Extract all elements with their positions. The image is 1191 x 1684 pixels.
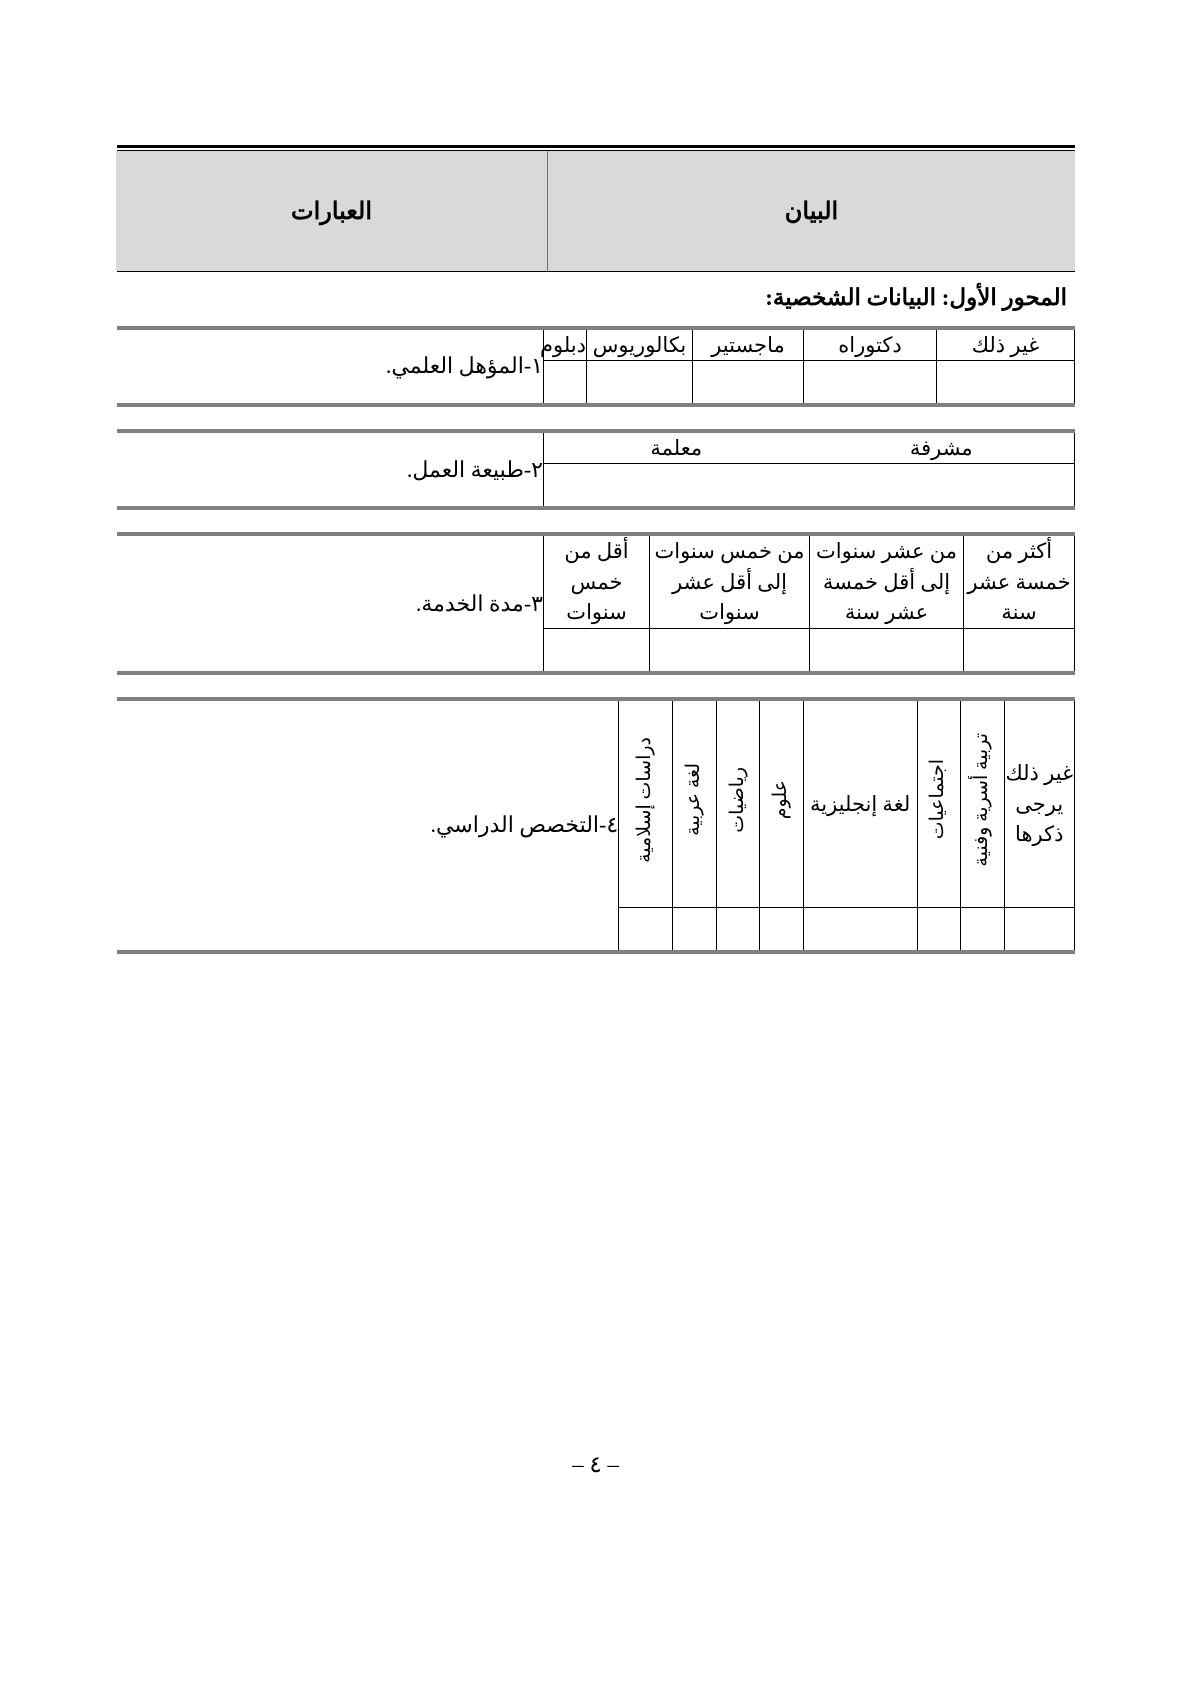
header-cell-statements: العبارات (116, 151, 548, 271)
q4-label: ٤-التخصص الدراسي. (430, 812, 619, 838)
q1-answer-5[interactable] (937, 361, 1075, 404)
q4-table (117, 701, 1075, 950)
q4-option-4 (760, 701, 803, 908)
q1-answer-2[interactable] (587, 361, 693, 404)
q1-bottom-rule (117, 403, 1075, 407)
q3-answer-1[interactable] (544, 628, 650, 671)
q3-answer-4[interactable] (964, 628, 1075, 671)
q2-option-1: معلمة (544, 433, 809, 464)
q1-option-3: ماجستير (693, 330, 804, 361)
q4-option-6 (917, 701, 960, 908)
q1-answer-3[interactable] (693, 361, 804, 404)
q4-option-8-text: غير ذلك يرجى ذكرها (1005, 761, 1074, 846)
q4-option-8 (1004, 701, 1074, 908)
q2-option-2: مشرفة (809, 433, 1075, 464)
q3-option-1: أقل من خمس سنوات (544, 536, 650, 628)
q4-answer-1[interactable] (619, 907, 673, 950)
q4-option-4-text: علوم (769, 779, 791, 820)
q2-bottom-rule (117, 506, 1075, 510)
question-block-4 (117, 697, 1075, 954)
q4-option-3 (716, 701, 759, 908)
header-table (116, 151, 1075, 271)
q3-option-4: أكثر من خمسة عشر سنة (964, 536, 1075, 628)
q1-option-1: دبلوم (544, 330, 587, 361)
q3-label: ٣-مدة الخدمة. (415, 590, 543, 616)
q2-answer-2[interactable] (809, 464, 1075, 507)
header-row (116, 151, 1075, 271)
q4-option-row (117, 701, 1075, 908)
question-block-1 (117, 326, 1075, 407)
q1-answer-4[interactable] (804, 361, 937, 404)
question-block-2 (117, 429, 1075, 510)
q4-answer-4[interactable] (760, 907, 803, 950)
q4-answer-2[interactable] (673, 907, 716, 950)
q4-option-1 (619, 701, 673, 908)
q2-label: ٢-طبيعة العمل. (406, 456, 543, 482)
q4-option-5-text: لغة إنجليزية (809, 791, 911, 816)
q4-answer-3[interactable] (716, 907, 759, 950)
q3-table (117, 536, 1076, 670)
q4-answer-8[interactable] (1004, 907, 1074, 950)
q4-answer-5[interactable] (803, 907, 917, 950)
q4-option-5 (803, 701, 917, 908)
q1-option-2: بكالوريوس (587, 330, 693, 361)
q1-table (117, 330, 1076, 403)
q4-answer-7[interactable] (961, 907, 1004, 950)
q1-option-5: غير ذلك (937, 330, 1075, 361)
q4-option-7 (961, 701, 1004, 908)
q3-option-2: من خمس سنوات إلى أقل عشر سنوات (650, 536, 810, 628)
q4-option-3-text: رياضيات (726, 766, 748, 833)
q1-option-row (117, 330, 1075, 361)
section-title: المحور الأول: البيانات الشخصية: (765, 285, 1067, 310)
q2-answer-1[interactable] (544, 464, 809, 507)
q4-answer-6[interactable] (917, 907, 960, 950)
q2-table (117, 433, 1076, 506)
q1-label: ١-المؤهل العلمي. (385, 353, 543, 379)
questionnaire-content (117, 145, 1075, 976)
q1-option-4: دكتوراه (804, 330, 937, 361)
q4-bottom-rule (117, 950, 1075, 954)
q3-answer-3[interactable] (810, 628, 964, 671)
page-number: – ٤ – (572, 1452, 619, 1477)
q3-answer-2[interactable] (650, 628, 810, 671)
q4-option-7-text: تربية أسرية وفنية (970, 732, 992, 867)
q2-option-row (117, 433, 1075, 464)
q4-option-2 (673, 701, 716, 908)
q4-option-2-text: لغة عربية (683, 763, 705, 837)
question-block-3 (117, 532, 1075, 674)
q3-option-row (117, 536, 1075, 628)
header-cell-data: البيان (548, 151, 1076, 271)
q3-option-3: من عشر سنوات إلى أقل خمسة عشر سنة (810, 536, 964, 628)
q1-answer-1[interactable] (544, 361, 587, 404)
q4-option-6-text: اجتماعيات (927, 759, 949, 840)
q4-option-1-text: دراسات إسلامية (634, 736, 656, 863)
q3-bottom-rule (117, 671, 1075, 675)
